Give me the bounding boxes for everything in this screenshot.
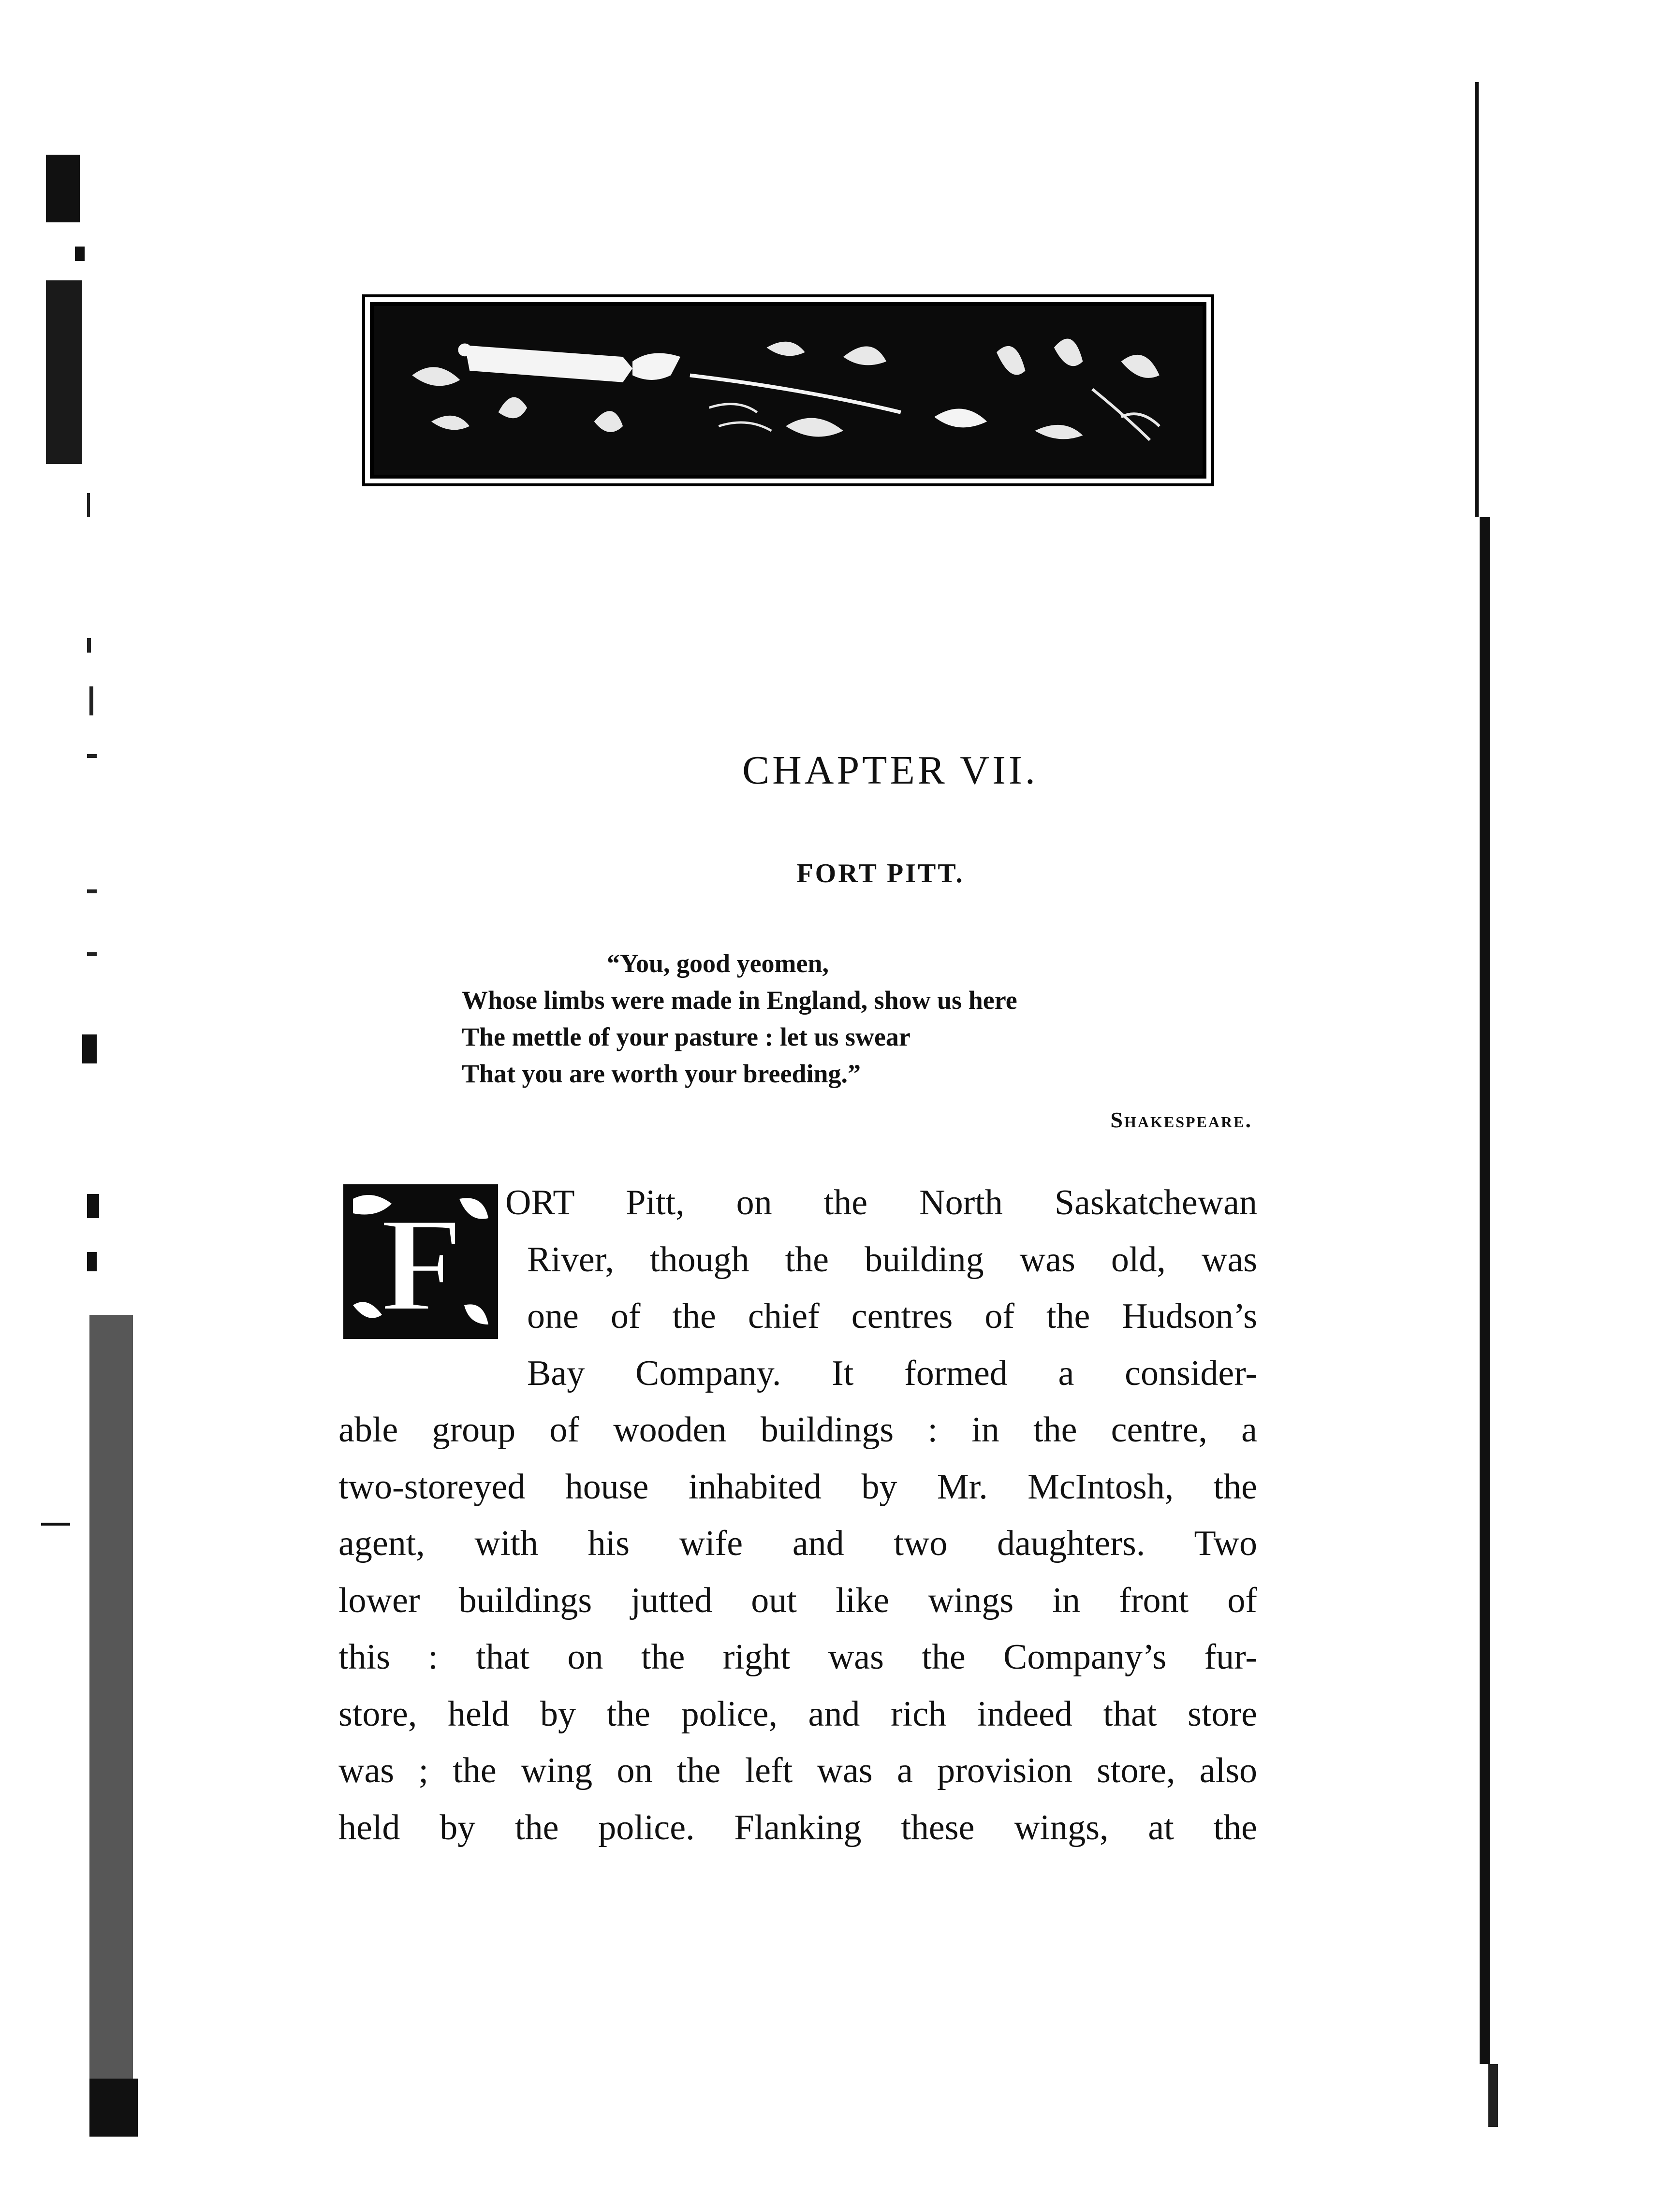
scan-edge-right xyxy=(1460,82,1528,2127)
body-text xyxy=(338,1175,1257,1856)
chapter-heading: CHAPTER VII. xyxy=(742,748,1038,793)
epigraph-attribution: Shakespeare. xyxy=(1110,1107,1252,1132)
body-line: able group of wooden buildings : in the centre, a xyxy=(338,1410,1257,1450)
body-line: one of the chief centres of the Hudson’s xyxy=(527,1296,1257,1336)
body-line: agent, with his wife and two daughters. Two xyxy=(338,1524,1257,1563)
body-line: two-storeyed house inhabited by Mr. McIntosh, the xyxy=(338,1467,1257,1507)
epigraph-line: That you are worth your breeding.” xyxy=(462,1059,861,1088)
chapter-headpiece-ornament xyxy=(370,302,1206,479)
body-line: River, though the building was old, was xyxy=(527,1239,1257,1280)
body-line: lower buildings jutted out like wings in front of xyxy=(338,1580,1257,1620)
body-line: store, held by the police, and rich indeed that store xyxy=(338,1694,1257,1734)
body-line: ORT Pitt, on the North Saskatchewan xyxy=(505,1183,1257,1222)
body-line: held by the police. Flanking these wings, at the xyxy=(338,1807,1257,1848)
scan-edge-left xyxy=(41,155,138,2137)
dropcap-letter: F xyxy=(380,1189,463,1339)
chapter-title: FORT PITT. xyxy=(796,859,965,888)
epigraph-line: “You, good yeomen, xyxy=(607,949,829,978)
epigraph xyxy=(462,945,1245,1092)
body-line: was ; the wing on the left was a provision store, also xyxy=(338,1751,1257,1790)
epigraph-line: The mettle of your pasture : let us swear xyxy=(462,1022,910,1051)
epigraph-line: Whose limbs were made in England, show us here xyxy=(462,986,1017,1015)
body-line: this : that on the right was the Company’s fur- xyxy=(338,1637,1257,1677)
body-line: Bay Company. It formed a consider- xyxy=(527,1353,1257,1393)
